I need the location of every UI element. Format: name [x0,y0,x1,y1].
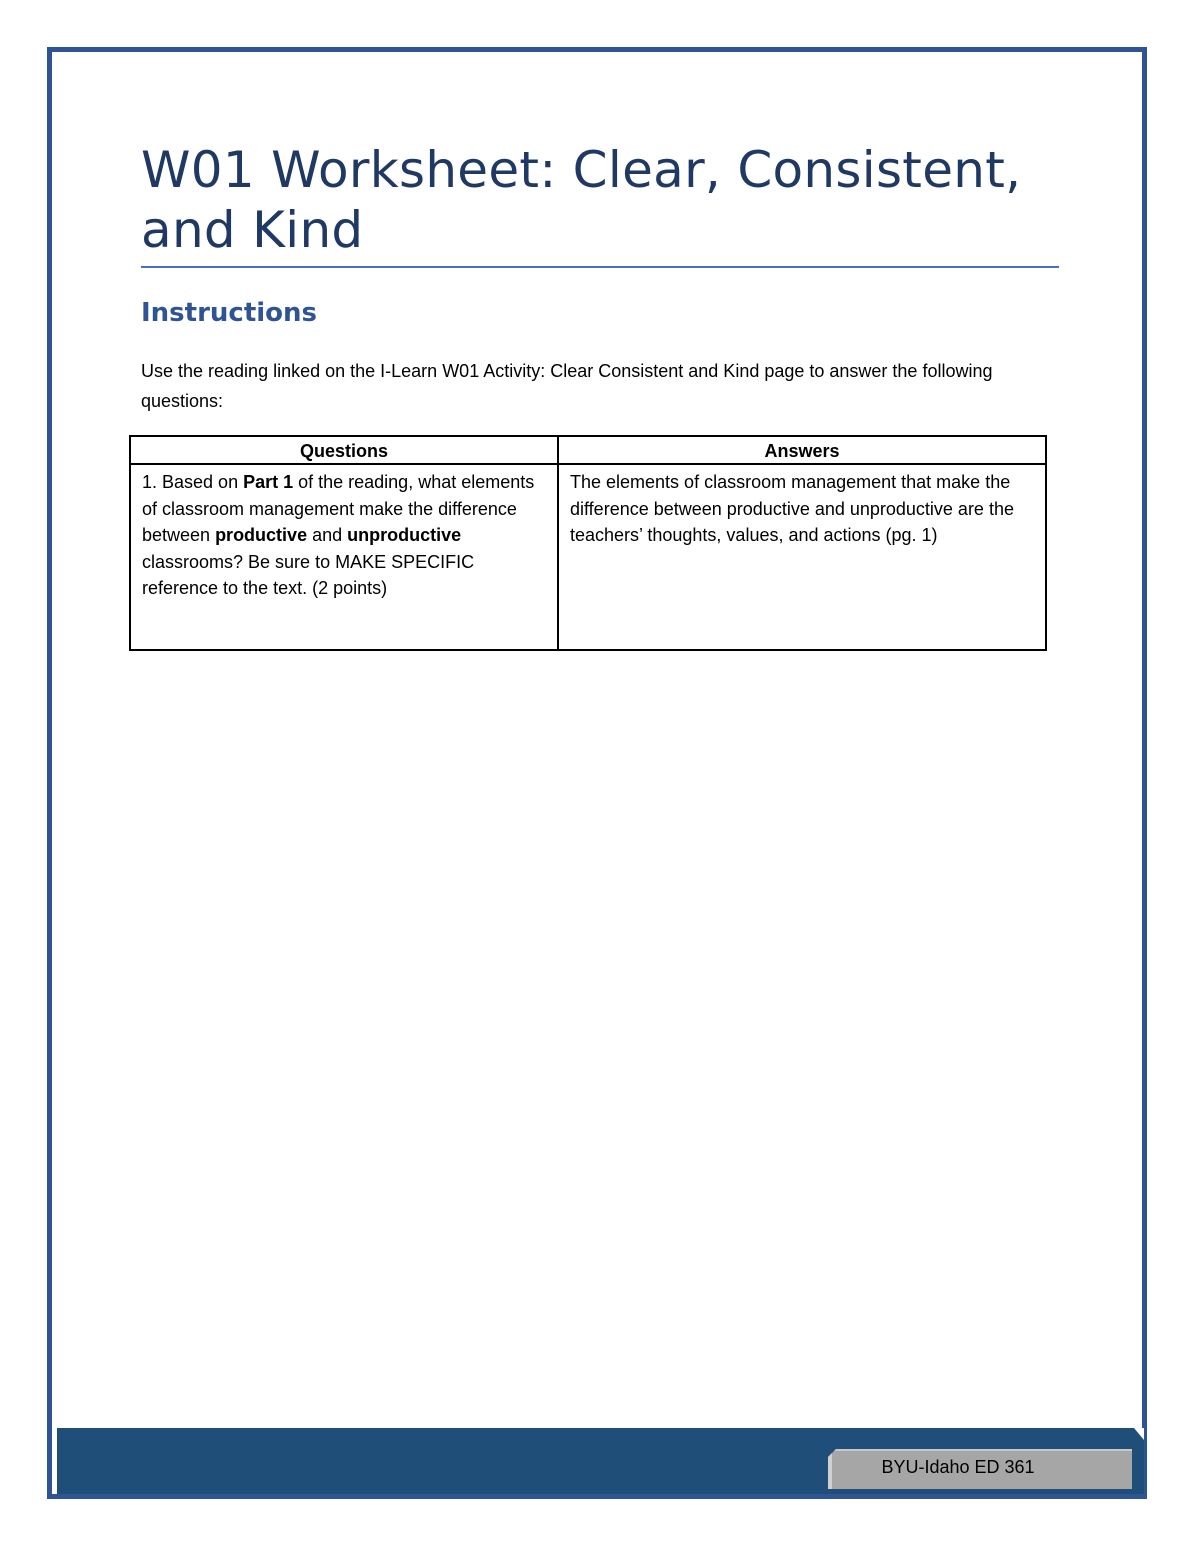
questions-header: Questions [130,436,558,464]
question-text: and [307,525,348,545]
answer-cell[interactable]: The elements of classroom management that make the difference between productive and unproductive are the teachers’ thoughts, values, and actions (pg. 1) [558,464,1046,650]
instructions-heading: Instructions [141,298,318,328]
page-border [47,47,1147,1499]
qa-table [129,435,1047,651]
table-header-row [130,436,1046,464]
question-cell [130,464,558,650]
instructions-text: Use the reading linked on the I-Learn W01 Activity: Clear Consistent and Kind page to answer the following questions: [141,361,993,411]
question-text: classrooms? Be sure to MAKE SPECIFIC reference to the text. (2 points) [142,551,475,598]
question-emphasis-part: Part 1 [243,472,294,492]
footer-course-label: BYU-Idaho ED 361 [881,1457,1035,1477]
table-row [130,464,1046,650]
question-emphasis-unproductive: unproductive [347,525,462,545]
title-divider [141,266,1059,268]
question-text: of the reading, what elements of classroom management make the difference between [142,472,535,545]
page-title: W01 Worksheet: Clear, Consistent, and Kind [141,141,1022,259]
question-emphasis-productive: productive [215,525,308,545]
answers-header: Answers [558,436,1046,464]
question-text: 1. Based on [142,472,244,492]
